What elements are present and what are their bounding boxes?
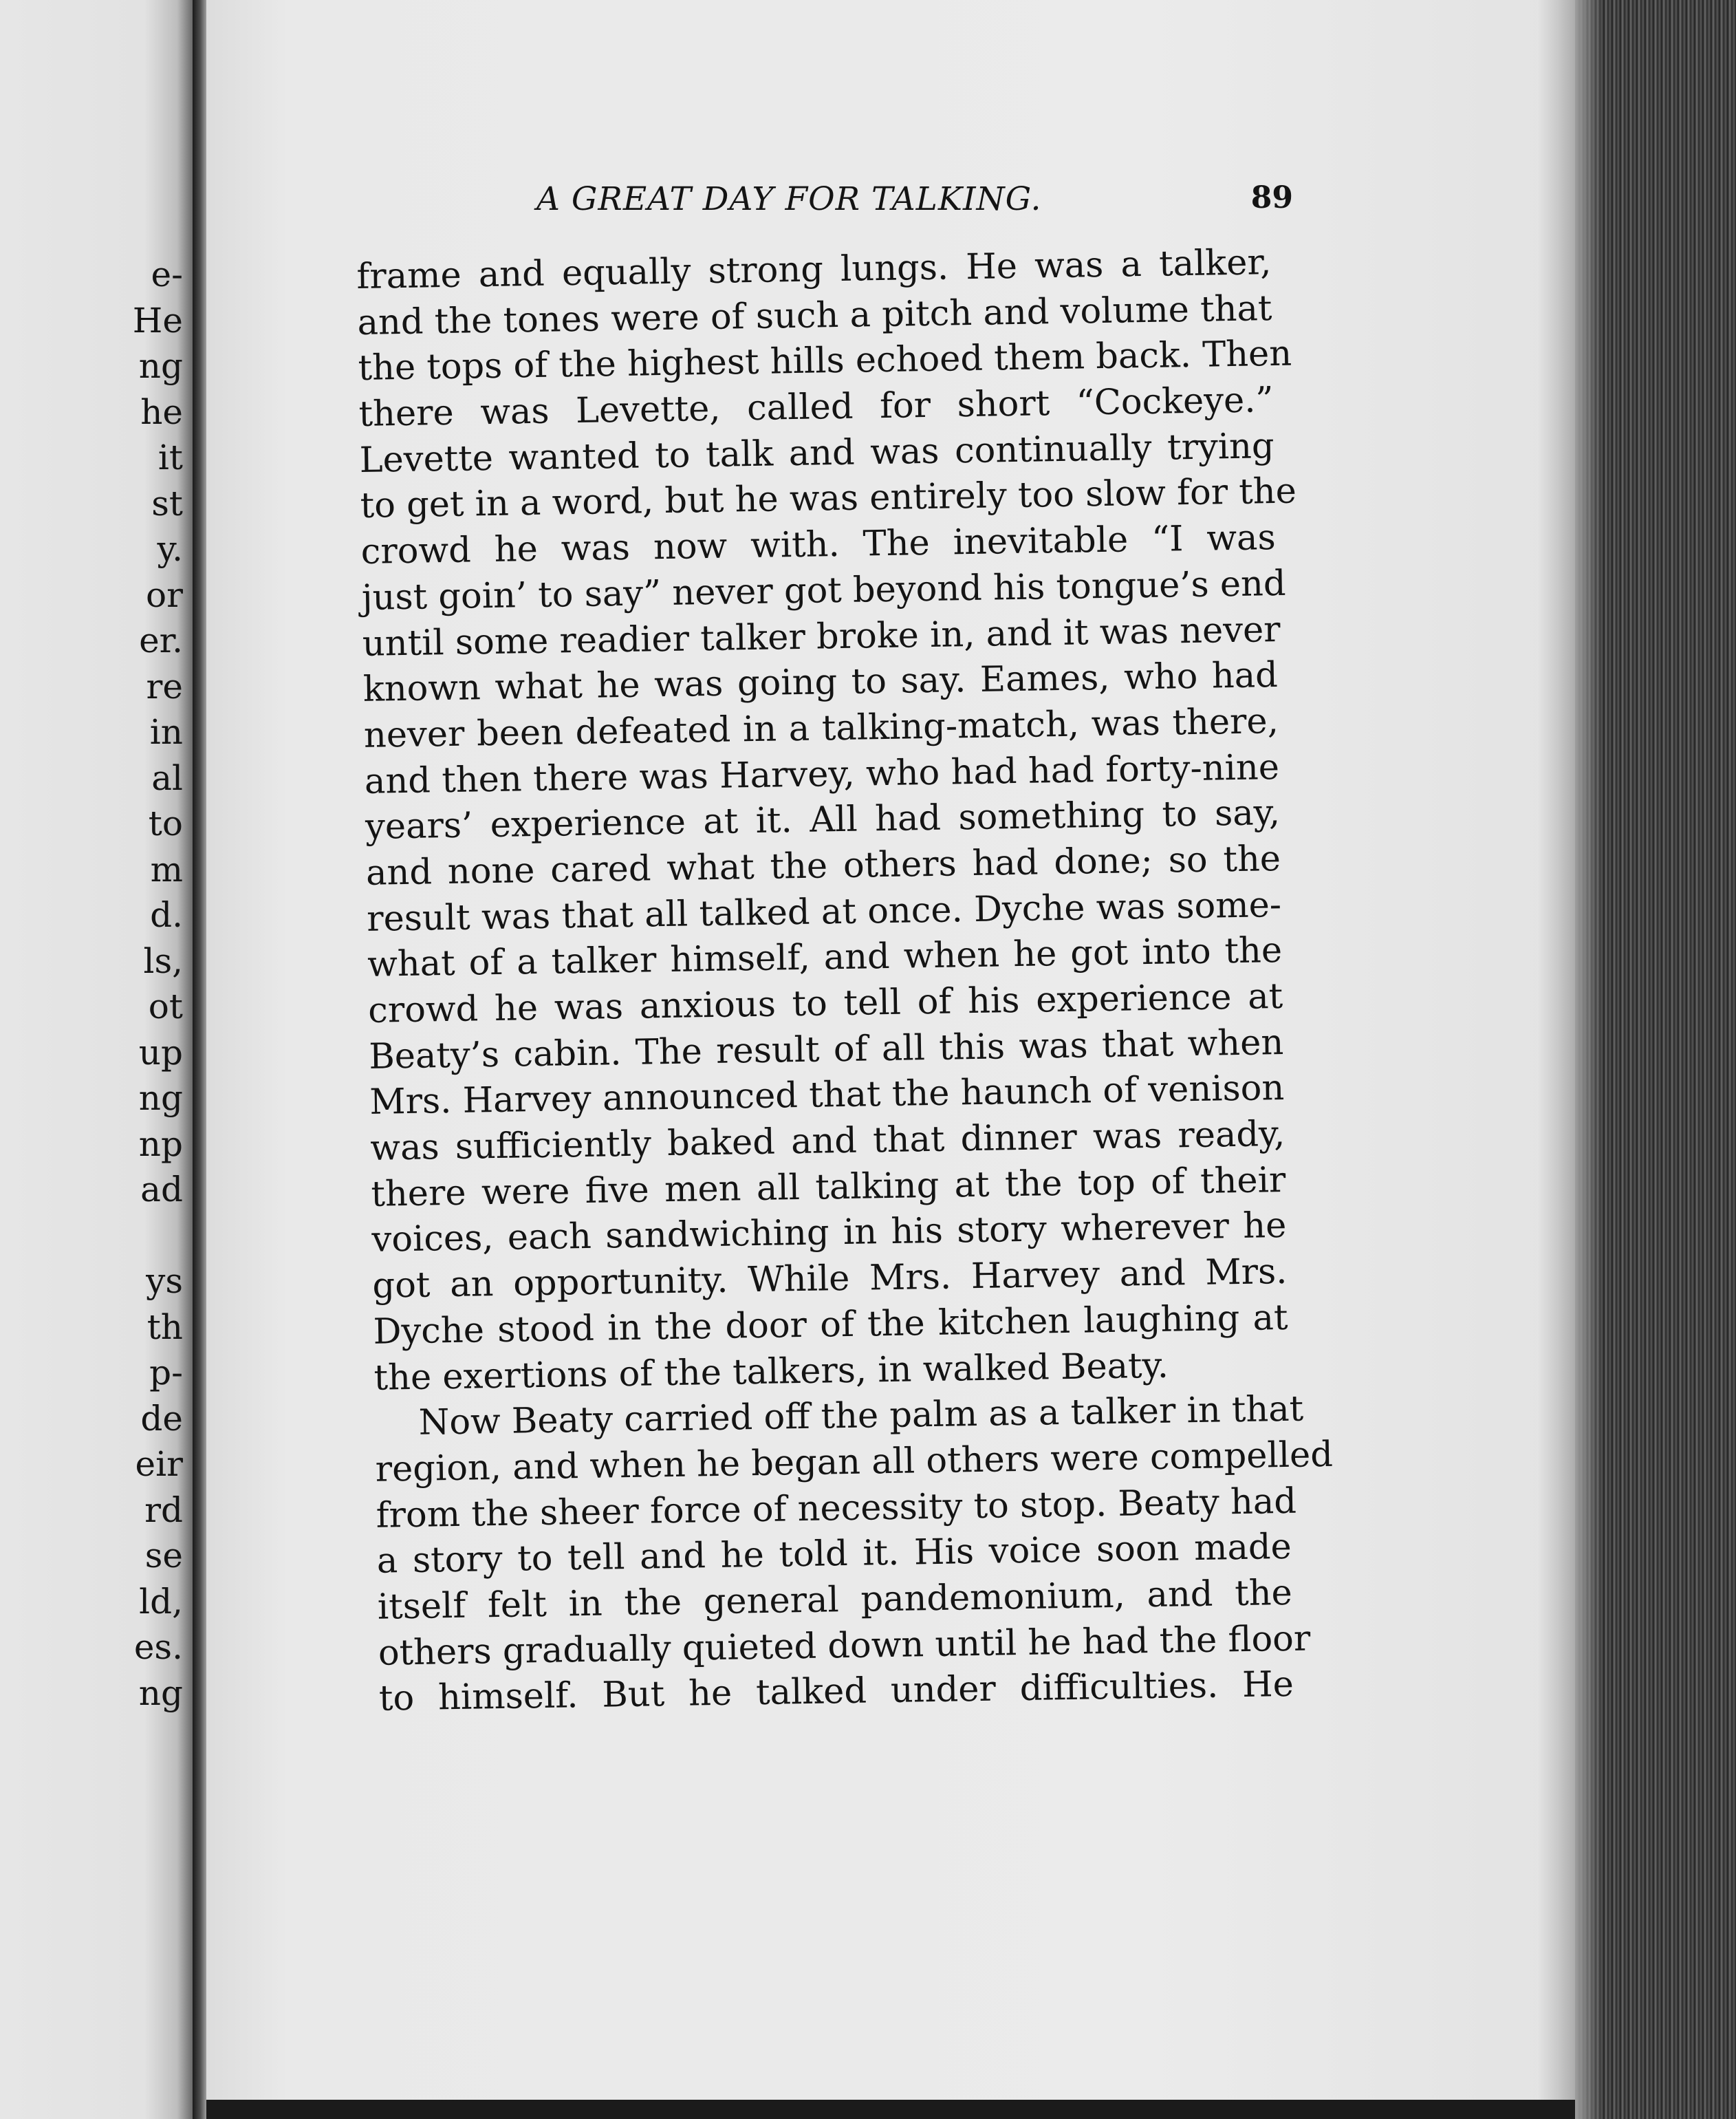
previous-page-text-fragments [45,252,183,1716]
text-line: region, and when he began all others were compelled [375,1434,1334,1490]
fragment-line [45,1213,183,1259]
fragment-line: ad [140,1170,183,1209]
text-line: a story to tell and he told it. His voice soon made [376,1527,1292,1582]
fragment-line: eir [135,1444,183,1484]
fragment-line: e- [151,255,183,294]
text-line: and the tones were of such a pitch and volume that [357,288,1272,343]
fragment-line: p- [149,1353,183,1392]
fragment-line: it [158,438,183,477]
running-head: A GREAT DAY FOR TALKING. [536,180,1042,218]
fragment-line: He [132,300,183,341]
previous-page-edge [0,0,193,2119]
fragment-line: al [151,757,183,798]
text-line: Mrs. Harvey announced that the haunch of venison [369,1068,1285,1123]
text-line: what of a talker himself, and when he got into the [367,930,1283,986]
text-line: from the sheer force of necessity to stop. Beaty had [376,1481,1297,1536]
fragment-line: m [150,849,183,890]
fragment-line: up [138,1032,183,1073]
fragment-line: re [146,666,183,707]
fragment-line: es. [133,1627,183,1667]
text-line: and then there was Harvey, who had had forty-nine [364,746,1280,802]
fragment-line: he [140,391,183,432]
bottom-border [206,2100,1575,2119]
text-line: to get in a word, but he was entirely too slow for the [360,471,1297,527]
text-line: known what he was going to say. Eames, who had [362,655,1279,711]
text-line: crowd he was anxious to tell of his experience at [367,976,1283,1031]
fragment-line: de [140,1398,183,1439]
page-edge-shadow [1537,0,1578,2105]
body-text [356,240,1334,1723]
fragment-line: ot [148,987,183,1026]
fragment-line: st [151,483,183,524]
fragment-line: ls, [143,940,183,981]
text-line: the tops of the highest hills echoed them back. Then [358,334,1292,389]
fragment-line: y. [157,529,183,569]
fragment-line: ng [138,1078,183,1118]
text-line: there were five men all talking at the top of their [370,1159,1286,1215]
text-line: to himself. But he talked under difficulties. He [378,1664,1294,1720]
paragraph-start-line: Now Beaty carried off the palm as a talker in that [418,1388,1304,1443]
fragment-line: ld, [139,1581,183,1622]
fragment-line: ys [146,1261,183,1301]
fragment-line: er. [139,621,183,660]
fragment-line: np [138,1123,183,1164]
text-line: until some readier talker broke in, and it was never [362,609,1281,665]
text-line: Levette wanted to talk and was continually trying [359,425,1274,481]
text-line: itself felt in the general pandemonium, and the [377,1572,1293,1628]
text-line: others gradually quieted down until he had the floor [378,1618,1311,1674]
text-line: result was that all talked at once. Dyche was some- [366,884,1282,940]
book-gutter [193,0,208,2119]
text-line: years’ experience at it. All had something to say, [365,793,1281,848]
fragment-line: ng [138,1672,183,1713]
text-line: crowd he was now with. The inevitable “I was [360,517,1277,573]
fragment-line: d. [150,895,183,935]
text-line: voices, each sandwiching in his story wherever he [371,1205,1287,1261]
fragment-line: ng [138,346,183,386]
text-line: Dyche stood in the door of the kitchen laughing at [373,1297,1288,1353]
fragment-line: rd [144,1489,183,1530]
text-line: frame and equally strong lungs. He was a talker, [356,242,1272,297]
text-line: got an opportunity. While Mrs. Harvey and Mrs. [372,1251,1288,1306]
book-block-edge [1575,0,1736,2119]
fragment-line: or [145,574,183,615]
page-number: 89 [1250,180,1293,215]
fragment-line: se [144,1536,183,1575]
fragment-line: th [147,1306,183,1347]
text-line: there was Levette, called for short “Cockeye.” [358,380,1274,435]
fragment-line: in [149,712,183,752]
text-line: Beaty’s cabin. The result of all this was that when [368,1022,1284,1077]
text-line: the exertions of the talkers, in walked Beaty. [373,1345,1169,1399]
fragment-line: to [148,804,183,843]
text-line: just goin’ to say” never got beyond his tongue’s end [361,563,1286,619]
text-line: never been defeated in a talking-match, was there, [363,700,1279,756]
text-line: and none cared what the others had done; so the [365,838,1281,894]
text-line: was sufficiently baked and that dinner was ready, [369,1114,1285,1169]
